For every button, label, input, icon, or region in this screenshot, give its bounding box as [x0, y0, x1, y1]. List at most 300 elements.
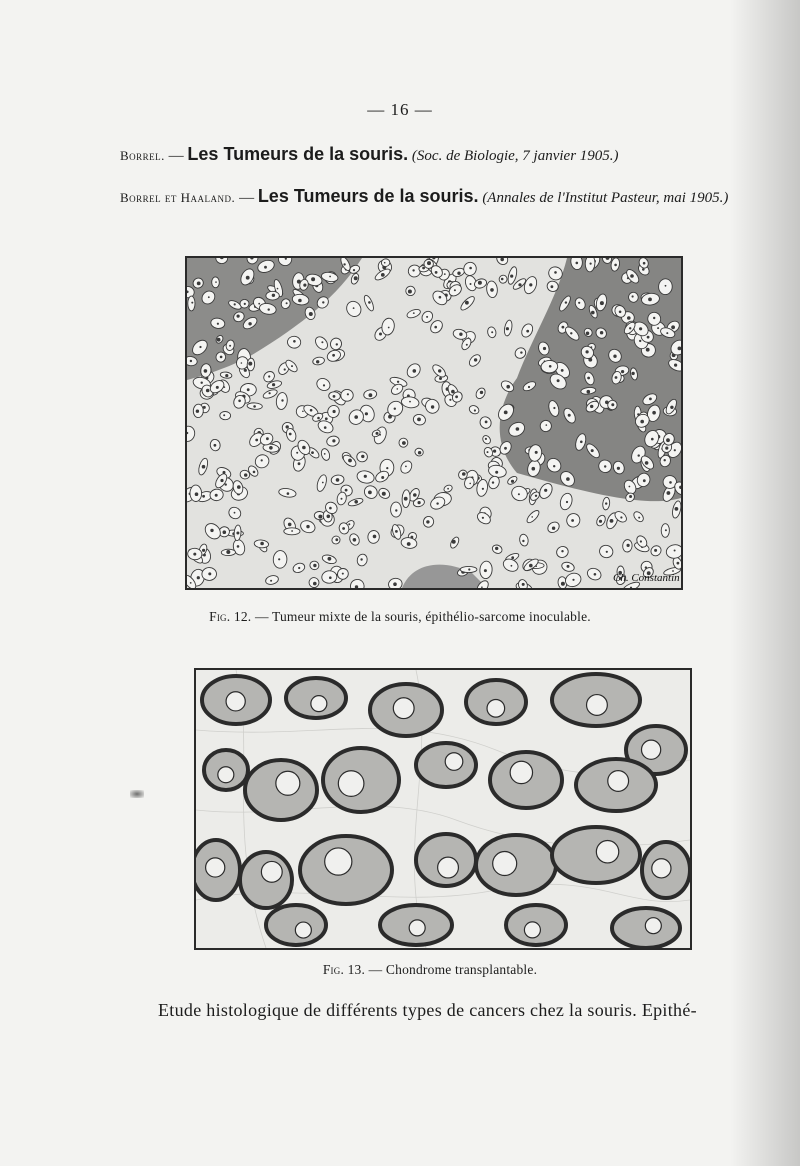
- chromatin-dot: [237, 315, 240, 318]
- chromatin-dot: [310, 409, 313, 412]
- chromatin-dot: [549, 365, 552, 368]
- chromatin-dot: [586, 350, 589, 353]
- chromatin-dot: [298, 462, 301, 465]
- chromatin-dot: [434, 326, 437, 329]
- chromatin-dot: [504, 411, 508, 415]
- chromatin-dot: [568, 414, 571, 417]
- figure-caption-text: — Tumeur mixte de la souris, épithélio-sarcome inoculable.: [254, 609, 591, 624]
- chromatin-dot: [215, 281, 217, 283]
- chromatin-dot: [566, 477, 570, 481]
- chromatin-dot: [348, 459, 352, 463]
- chromatin-dot: [388, 327, 390, 329]
- chromatin-dot: [397, 388, 399, 390]
- chromatin-dot: [210, 529, 213, 532]
- chromatin-dot: [546, 424, 548, 426]
- chromatin-dot: [599, 520, 602, 523]
- chromatin-dot: [469, 267, 472, 270]
- chromatin-dot: [551, 285, 554, 288]
- chromatin-dot: [197, 282, 201, 286]
- chromatin-dot: [629, 486, 631, 488]
- chromatin-dot: [504, 447, 507, 450]
- chromatin-dot: [426, 520, 429, 523]
- chondrocyte-nucleus: [393, 698, 414, 719]
- cartilage-lacuna: [552, 827, 640, 883]
- chromatin-dot: [296, 452, 298, 454]
- chromatin-dot: [652, 411, 656, 415]
- chromatin-dot: [621, 370, 624, 373]
- chromatin-dot: [329, 576, 332, 579]
- chromatin-dot: [214, 444, 217, 447]
- chromatin-dot: [639, 340, 641, 342]
- chromatin-dot: [234, 303, 236, 305]
- chromatin-dot: [384, 262, 386, 264]
- chromatin-dot: [223, 530, 227, 534]
- chondrocyte-nucleus: [642, 740, 661, 759]
- reference-source: (Soc. de Biologie, 7 janvier 1905.): [411, 148, 619, 164]
- chromatin-dot: [395, 530, 398, 533]
- chromatin-dot: [217, 323, 219, 325]
- chromatin-dot: [353, 307, 355, 309]
- chromatin-dot: [552, 527, 555, 530]
- chromatin-dot: [468, 568, 470, 570]
- chromatin-dot: [522, 540, 524, 542]
- chromatin-dot: [202, 549, 205, 552]
- chromatin-dot: [572, 579, 574, 581]
- figure-label: Fig. 12.: [209, 609, 252, 624]
- chromatin-dot: [277, 288, 279, 290]
- chromatin-dot: [206, 389, 210, 393]
- chromatin-dot: [409, 401, 411, 403]
- chromatin-dot: [293, 340, 296, 343]
- tissue-section-chondroma: [196, 670, 690, 948]
- cell-nucleus: [341, 389, 354, 401]
- illustrator-signature: Ch. Constantin: [613, 572, 680, 584]
- chromatin-dot: [302, 446, 306, 450]
- chromatin-dot: [586, 332, 590, 336]
- chromatin-dot: [332, 439, 335, 442]
- chromatin-dot: [665, 529, 667, 531]
- chromatin-dot: [216, 386, 219, 389]
- chromatin-dot: [651, 438, 654, 441]
- chromatin-dot: [632, 295, 634, 297]
- chromatin-dot: [640, 540, 642, 542]
- chromatin-dot: [286, 425, 289, 428]
- chromatin-dot: [638, 517, 640, 519]
- chromatin-dot: [439, 377, 442, 380]
- chromatin-dot: [478, 281, 482, 285]
- chromatin-dot: [557, 379, 560, 382]
- chromatin-dot: [342, 573, 344, 575]
- chromatin-dot: [360, 558, 362, 560]
- chromatin-dot: [532, 467, 536, 471]
- chromatin-dot: [190, 582, 192, 584]
- chromatin-dot: [531, 516, 533, 518]
- chondrocyte-nucleus: [608, 771, 629, 792]
- chromatin-dot: [354, 276, 358, 280]
- chondrocyte-nucleus: [596, 841, 618, 863]
- chromatin-dot: [643, 479, 646, 482]
- figure-12-caption: [0, 609, 800, 625]
- chromatin-dot: [364, 475, 367, 478]
- chromatin-dot: [613, 355, 616, 358]
- reference-entry: [120, 142, 760, 168]
- chromatin-dot: [629, 327, 631, 329]
- chromatin-dot: [604, 465, 606, 467]
- chromatin-dot: [565, 301, 567, 303]
- chromatin-dot: [617, 467, 620, 470]
- chromatin-dot: [591, 449, 594, 452]
- chromatin-dot: [561, 582, 565, 586]
- chromatin-dot: [452, 540, 456, 544]
- chromatin-dot: [333, 410, 336, 413]
- chromatin-dot: [402, 441, 406, 445]
- chromatin-dot: [341, 498, 343, 500]
- chromatin-dot: [253, 405, 256, 408]
- chromatin-dot: [510, 275, 513, 278]
- figure-label: Fig. 13.: [322, 962, 366, 977]
- chromatin-dot: [258, 303, 260, 305]
- chromatin-dot: [247, 388, 250, 391]
- chromatin-dot: [554, 271, 557, 274]
- chromatin-dot: [289, 433, 292, 436]
- chromatin-dot: [368, 491, 372, 495]
- chromatin-dot: [237, 545, 240, 548]
- chromatin-dot: [298, 567, 300, 569]
- chromatin-dot: [365, 412, 368, 415]
- chromatin-dot: [481, 586, 483, 588]
- chromatin-dot: [316, 360, 319, 363]
- chromatin-dot: [361, 455, 364, 458]
- chromatin-dot: [302, 411, 304, 413]
- chromatin-dot: [646, 348, 650, 352]
- chromatin-dot: [670, 406, 673, 409]
- chromatin-dot: [269, 392, 271, 394]
- chondrocyte-nucleus: [338, 771, 364, 797]
- chromatin-dot: [455, 395, 458, 398]
- chromatin-dot: [284, 368, 286, 370]
- chromatin-dot: [561, 369, 564, 372]
- chromatin-dot: [493, 450, 496, 453]
- chromatin-dot: [418, 501, 421, 504]
- chondrocyte-nucleus: [524, 922, 540, 938]
- chromatin-dot: [638, 454, 640, 456]
- chromatin-dot: [333, 395, 336, 398]
- chromatin-dot: [535, 451, 538, 454]
- chondrocyte-nucleus: [409, 920, 425, 936]
- chromatin-dot: [427, 261, 431, 265]
- chromatin-dot: [571, 519, 574, 522]
- chromatin-dot: [281, 399, 283, 401]
- chromatin-dot: [332, 354, 335, 357]
- chromatin-dot: [288, 523, 292, 527]
- chromatin-dot: [368, 301, 371, 304]
- chromatin-dot: [606, 551, 608, 553]
- chromatin-dot: [204, 369, 208, 373]
- chromatin-dot: [611, 403, 614, 406]
- chromatin-dot: [490, 288, 494, 292]
- chromatin-dot: [318, 515, 322, 519]
- chromatin-dot: [298, 299, 302, 303]
- chondrocyte-nucleus: [218, 767, 234, 783]
- chromatin-dot: [309, 312, 313, 316]
- chromatin-dot: [264, 266, 267, 269]
- chromatin-dot: [431, 405, 434, 408]
- chromatin-dot: [649, 398, 652, 401]
- chromatin-dot: [605, 502, 607, 504]
- chromatin-dot: [286, 302, 288, 304]
- chromatin-dot: [487, 451, 489, 453]
- chromatin-dot: [329, 276, 331, 278]
- chromatin-dot: [329, 507, 332, 510]
- chromatin-dot: [335, 538, 338, 541]
- chromatin-dot: [485, 421, 488, 424]
- chromatin-dot: [674, 364, 677, 367]
- chromatin-dot: [587, 377, 590, 380]
- chromatin-dot: [382, 492, 386, 496]
- chromatin-dot: [397, 381, 399, 383]
- chondrocyte-nucleus: [510, 761, 532, 783]
- chromatin-dot: [229, 345, 231, 347]
- cell-nucleus: [220, 411, 231, 420]
- chondrocyte-nucleus: [325, 848, 352, 875]
- figure-13-caption: [30, 962, 800, 978]
- chromatin-dot: [241, 362, 243, 364]
- chromatin-dot: [495, 471, 498, 474]
- chromatin-dot: [381, 273, 385, 277]
- chromatin-dot: [570, 332, 572, 334]
- chromatin-dot: [501, 278, 504, 281]
- chromatin-dot: [480, 391, 483, 394]
- chromatin-dot: [677, 562, 680, 565]
- chromatin-dot: [619, 311, 622, 314]
- cell-nucleus: [658, 278, 672, 294]
- chromatin-dot: [246, 276, 250, 280]
- chondrocyte-nucleus: [645, 918, 661, 934]
- chromatin-dot: [413, 312, 415, 314]
- chromatin-dot: [664, 459, 666, 461]
- chromatin-dot: [615, 376, 618, 379]
- chromatin-dot: [529, 283, 532, 286]
- figure-13-illustration: [194, 668, 692, 950]
- chromatin-dot: [474, 409, 476, 411]
- chromatin-dot: [657, 327, 659, 329]
- chondrocyte-nucleus: [587, 695, 608, 716]
- chromatin-dot: [666, 332, 668, 334]
- page-number: — 16 —: [367, 100, 433, 119]
- reference-dash: —: [235, 190, 258, 206]
- chondrocyte-nucleus: [438, 857, 459, 878]
- chromatin-dot: [474, 358, 477, 361]
- chromatin-dot: [244, 473, 247, 476]
- chromatin-dot: [220, 479, 223, 482]
- chromatin-dot: [594, 573, 597, 576]
- chromatin-dot: [614, 264, 617, 267]
- chromatin-dot: [482, 517, 484, 519]
- chromatin-dot: [226, 550, 230, 554]
- chromatin-dot: [413, 369, 417, 373]
- chromatin-dot: [630, 274, 634, 278]
- chromatin-dot: [234, 512, 236, 514]
- chromatin-dot: [248, 362, 252, 366]
- chromatin-dot: [322, 482, 324, 484]
- chondrocyte-nucleus: [206, 858, 225, 877]
- chromatin-dot: [675, 507, 679, 511]
- chromatin-dot: [268, 308, 270, 310]
- chromatin-dot: [268, 375, 270, 377]
- reference-title: Les Tumeurs de la souris.: [187, 144, 409, 164]
- chromatin-dot: [199, 346, 201, 348]
- chromatin-dot: [422, 267, 425, 270]
- chondrocyte-nucleus: [311, 696, 327, 712]
- page-edge-shadow: [730, 0, 800, 1166]
- chromatin-dot: [600, 301, 604, 305]
- chromatin-dot: [202, 495, 205, 498]
- chromatin-dot: [190, 360, 192, 362]
- chromatin-dot: [610, 519, 614, 523]
- chromatin-dot: [627, 316, 631, 320]
- chromatin-dot: [324, 453, 326, 455]
- chromatin-dot: [469, 483, 471, 485]
- chromatin-dot: [671, 325, 675, 329]
- chondrocyte-nucleus: [652, 859, 671, 878]
- chromatin-dot: [395, 509, 397, 511]
- chromatin-dot: [408, 290, 412, 294]
- chromatin-dot: [303, 284, 306, 287]
- chromatin-dot: [244, 369, 247, 372]
- chromatin-dot: [191, 302, 193, 304]
- chromatin-dot: [407, 542, 411, 546]
- chromatin-dot: [417, 418, 421, 422]
- chromatin-dot: [193, 553, 196, 556]
- chromatin-dot: [237, 485, 241, 489]
- chromatin-dot: [311, 277, 315, 281]
- chromatin-dot: [347, 393, 349, 395]
- chromatin-dot: [520, 351, 522, 353]
- chromatin-dot: [348, 523, 350, 525]
- chromatin-dot: [311, 451, 314, 454]
- chromatin-dot: [566, 501, 568, 503]
- chromatin-dot: [491, 331, 493, 333]
- chromatin-dot: [381, 476, 384, 479]
- chromatin-dot: [197, 576, 200, 579]
- chromatin-dot: [459, 333, 462, 336]
- chromatin-dot: [328, 557, 332, 561]
- chromatin-dot: [272, 383, 275, 386]
- chromatin-dot: [647, 336, 650, 339]
- chromatin-dot: [518, 283, 521, 286]
- chromatin-dot: [196, 410, 199, 413]
- chromatin-dot: [324, 426, 327, 429]
- chromatin-dot: [353, 538, 357, 542]
- figure-caption-text: — Chondrome transplantable.: [368, 962, 538, 977]
- chromatin-dot: [511, 565, 513, 567]
- chromatin-dot: [435, 271, 438, 274]
- chromatin-dot: [260, 542, 264, 546]
- chromatin-dot: [413, 493, 417, 497]
- chromatin-dot: [354, 415, 358, 419]
- chromatin-dot: [394, 408, 396, 410]
- chromatin-dot: [376, 432, 379, 435]
- cell-nucleus: [188, 296, 195, 311]
- chromatin-dot: [269, 446, 273, 450]
- ink-smudge: [130, 790, 144, 798]
- chromatin-dot: [587, 390, 591, 394]
- chromatin-dot: [202, 465, 206, 469]
- chromatin-dot: [313, 564, 316, 567]
- chromatin-dot: [631, 372, 634, 375]
- chromatin-dot: [544, 489, 547, 492]
- chromatin-dot: [217, 338, 221, 342]
- chromatin-dot: [405, 466, 407, 468]
- chromatin-dot: [208, 296, 210, 298]
- chromatin-dot: [518, 493, 520, 495]
- chromatin-dot: [629, 495, 632, 498]
- chromatin-dot: [454, 289, 456, 291]
- chromatin-dot: [317, 417, 320, 420]
- chromatin-dot: [492, 481, 494, 483]
- chromatin-dot: [438, 369, 441, 372]
- chromatin-dot: [272, 294, 275, 297]
- chondrocyte-nucleus: [276, 771, 300, 795]
- chromatin-dot: [236, 532, 239, 535]
- chromatin-dot: [379, 333, 382, 336]
- chromatin-dot: [506, 385, 510, 389]
- chromatin-dot: [426, 316, 428, 318]
- body-paragraph: Etude histologique de différents types de cancers chez la souris. Epithé-: [158, 1000, 697, 1020]
- chromatin-dot: [270, 580, 272, 582]
- chromatin-dot: [669, 481, 672, 484]
- figure-12-illustration: [185, 256, 683, 590]
- chromatin-dot: [220, 356, 223, 359]
- chromatin-dot: [248, 322, 251, 325]
- chromatin-dot: [576, 262, 579, 265]
- chromatin-dot: [654, 549, 657, 552]
- chromatin-dot: [223, 414, 225, 416]
- tissue-section-epithelio-sarcoma: [187, 258, 681, 588]
- chromatin-dot: [484, 569, 487, 572]
- chromatin-dot: [543, 347, 546, 350]
- chromatin-dot: [253, 471, 256, 474]
- chromatin-dot: [449, 399, 451, 401]
- chromatin-dot: [511, 556, 514, 559]
- chromatin-dot: [325, 417, 328, 420]
- chromatin-dot: [321, 341, 323, 343]
- chromatin-dot: [353, 269, 355, 271]
- chromatin-dot: [404, 497, 408, 501]
- chromatin-dot: [322, 301, 324, 303]
- chromatin-dot: [562, 326, 565, 329]
- chondrocyte-nucleus: [445, 753, 463, 771]
- chromatin-dot: [373, 535, 377, 539]
- chromatin-dot: [535, 495, 537, 497]
- chromatin-dot: [225, 374, 228, 377]
- chromatin-dot: [208, 572, 211, 575]
- chromatin-dot: [345, 489, 348, 492]
- chondrocyte-nucleus: [261, 861, 282, 882]
- chondrocyte-nucleus: [493, 852, 517, 876]
- chromatin-dot: [444, 273, 446, 275]
- chondrocyte-nucleus: [487, 700, 505, 718]
- chromatin-dot: [627, 544, 630, 547]
- chromatin-dot: [266, 437, 269, 440]
- chromatin-dot: [306, 525, 309, 528]
- chromatin-dot: [666, 438, 670, 442]
- chromatin-dot: [462, 472, 466, 476]
- reference-title: Les Tumeurs de la souris.: [257, 186, 479, 206]
- chromatin-dot: [580, 441, 583, 444]
- chromatin-dot: [342, 527, 345, 530]
- chromatin-dot: [336, 478, 340, 482]
